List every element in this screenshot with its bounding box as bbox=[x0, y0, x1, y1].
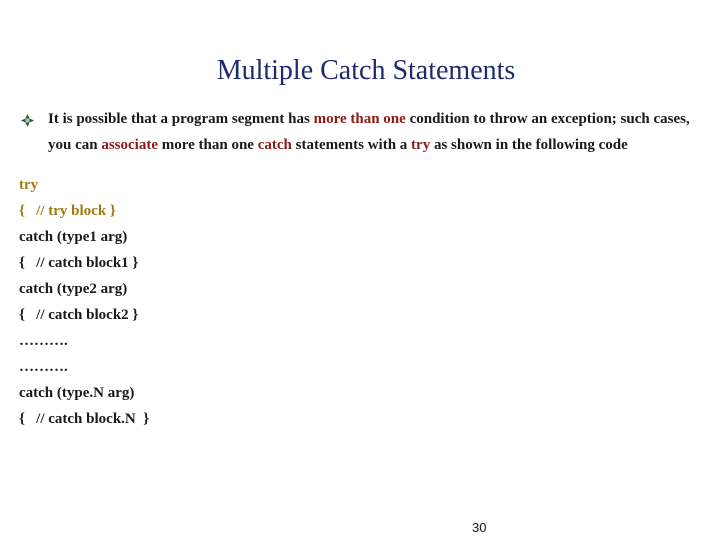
paragraph-text: statements with a bbox=[291, 137, 412, 153]
code-line-catch-type1: catch (type1 arg) bbox=[19, 229, 128, 245]
page-number: 30 bbox=[472, 520, 487, 535]
paragraph-text: as shown in the following code bbox=[430, 137, 628, 153]
code-line-catch-blockN: { // catch block.N } bbox=[19, 411, 150, 427]
highlight-try: try bbox=[411, 137, 431, 153]
paragraph-text: more than one bbox=[158, 137, 258, 153]
code-line-catch-type2: catch (type2 arg) bbox=[19, 281, 128, 297]
highlight-catch: catch bbox=[257, 137, 292, 153]
intro-paragraph bbox=[48, 106, 700, 158]
slide-title: Multiple Catch Statements bbox=[216, 55, 516, 86]
code-line-catch-typeN: catch (type.N arg) bbox=[19, 385, 135, 401]
code-line-ellipsis: ………. bbox=[19, 359, 68, 375]
code-line-try: try bbox=[19, 177, 39, 193]
paragraph-text: condition to throw an exception; such cases, you can bbox=[48, 111, 690, 153]
diamond-cross-bullet-icon bbox=[21, 114, 34, 127]
code-line-catch-block1: { // catch block1 } bbox=[19, 255, 139, 271]
code-line-catch-block2: { // catch block2 } bbox=[19, 307, 139, 323]
highlight-more-than-one: more than one bbox=[313, 111, 406, 127]
code-line-ellipsis: ………. bbox=[19, 333, 68, 349]
code-line-try-block: { // try block } bbox=[19, 203, 116, 219]
paragraph-text: It is possible that a program segment has bbox=[48, 111, 314, 127]
highlight-associate: associate bbox=[101, 137, 158, 153]
